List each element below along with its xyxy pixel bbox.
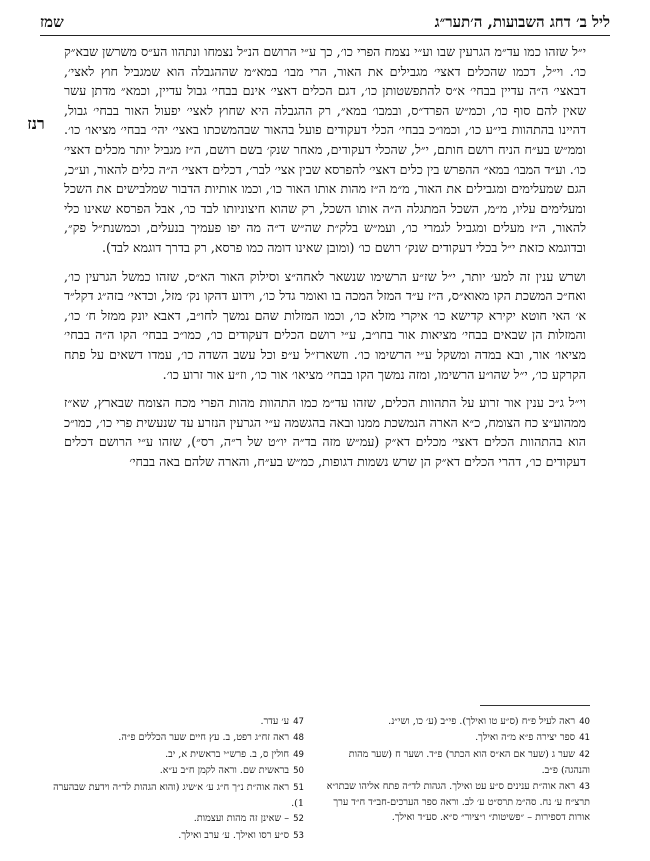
footnote-divider xyxy=(480,705,590,706)
page-number: שמז xyxy=(40,13,64,31)
footnotes-left-column xyxy=(40,714,304,844)
footnote xyxy=(326,730,590,746)
footnote xyxy=(40,763,304,779)
header-title: ליל ב׳ דחג השבועות, ה׳תער״ג xyxy=(434,13,610,31)
footnote-number: 48 xyxy=(293,733,304,744)
footnote-text: ע׳ עדר. xyxy=(260,716,290,727)
footnote-number: 40 xyxy=(579,717,590,727)
footnote-text: ראה אוה״ת ענינים ס״ע עט ואילך. הגהות לד״ה פתח אליהו שבתו״א תרצ״ח ע׳ נח. סה״מ תרס״ט ע׳ לב. וראה ספר הערכים-חב״ד ח״ד ערך אורות דספירות – ״פשיטות״ ו״ציור״ ס״א. סע״ד ואילך. xyxy=(326,780,590,824)
main-text xyxy=(64,42,586,480)
footnote xyxy=(326,779,590,826)
paragraph: ושרש ענין זה למע׳ יותר, י״ל שז״ע הרשימו שנשאר לאחה״צ וסילוק האור הא״ס, שזהו כמשל הגרעין כו׳, ואח״כ המשכת הקו מאוא״ס, ה״ז ע״ד המזל המכה בו ואומר גדל כו׳, וידוע דהקו נק׳ מזל, וכדאי׳ בזה״ג דקל״ד א׳ האי חוטא יקירא קדישא כו׳ איקרי מזלא כו׳, וכמו המזלות שהם נמשך לחו״ב, דאבא יונק ממזל ח׳ כו׳, והמזלות הן שבאים בבחי׳ מציאות אור בחו״ב, ע״י רושם הכלים דעקודים כו׳, כמו״כ בבחי׳ הקו ה״ה בבחי׳ מציאו׳ אור, ובא במדה ומשקל ע״י הרשימו כו׳. וזשארז״ל ע״פ וכל עשב השדה כו׳, עמדו דשאים על פתח הקרקע כו׳, י״ל שהו״ע הרשימו, ומזה נמשך הקו בבחי׳ מציאו׳ אור כו׳, וז״ע אור זרוע כו׳. xyxy=(64,268,586,382)
footnote-number: 42 xyxy=(579,749,590,760)
footnote xyxy=(40,828,304,844)
footnote-number: 52 xyxy=(293,814,304,825)
footnote xyxy=(40,730,304,746)
footnote-text: חולין ס, ב. פרש״י בראשית א, יב. xyxy=(165,748,290,760)
footnote xyxy=(40,780,304,812)
paragraph: וי״ל ג״כ ענין אור זרוע על התהוות הכלים, שזהו עד״מ כמו התהוות מהות הפרי מכח הצומח שבארץ, שא״ז ממהוע״צ כח הצומח, כ״א הארה הנמשכת ממנו ובאה בהגשמה ע״י הגרעין הנזרע עד שנעשית פרי כו׳, כמו״כ הוא בהתהוות הכלים דאצי׳ מכלים דא״ק (עמ״ש מזה בד״ה יו״ט של ר״ה, רס״), שזהו ע״י הרושם דכלים דעקודים כו׳, דהרי הכלים דא״ק הן שרש נשמות דגופות, כמ״ש בע״ח, והארה שלהם באה בבחי׳ xyxy=(64,395,586,469)
footnote-text: ראה לעיל פ״ח (ס״ע טו ואילך). פי״ב (ע׳ כו, ושי״נ. xyxy=(388,716,576,727)
footnote xyxy=(326,747,590,779)
footnote-text: בראשית שם. וראה לקמן ח״ב ע״א. xyxy=(159,765,290,777)
footnote-text: ראה אוה״ת נ״ך ח״ג ע׳ א׳שיג (והוא הגהות לד״ה וידעת שבהערה 1). xyxy=(53,781,304,810)
footnote xyxy=(40,714,304,730)
footnote-text: – שאינן זה מהות ועצמות. xyxy=(193,813,290,825)
paragraph: י״ל שזהו כמו עד״מ הגרעין שבו וע״י נצמח הפרי כו׳, כך ע״י הרושם הנ״ל נצמחו ונתהוו הע״ס משרשן שבא״ק כו׳. וי״ל, דכמו שהכלים דאצי׳ מגבילים את האור, הרי מבו׳ במא״מ שההגבלה הוא שמגביל חוץ לאצי׳, דבאצי׳ ה״ה עדיין בבחי׳ א״ס להתפשטותן כו׳, דגם הכלים דאצי׳ אינם בבחי׳ גבול עדיין, וכמא״ מדתן עשר שאין להם סוף כו׳, וכמ״ש הפרד״ס, ובמבו׳ במא״, רק ההגבלה היא שחוץ לאצי׳ יפעול האור בבחי׳ גבול, דהיינו בהתהוות בי״ע כו׳, וכמו״כ בבחי׳ הכלי דעקודים פועל בהאור שבהמשכתו באצי׳ יהי׳ בבחי׳ מציאו׳ כו׳. וממ״ש בע״ח הניח רושם חותם, י״ל, שהכלי דעקודים, מאחר שנק׳ בשם רושם, ה״ז מגביל יותר מכלים דאצי׳ כו׳. וע״ד המבו׳ במא״ ההפרש בין כלים דאצי׳ להפרסא שבין אצי׳ לבר׳, דכלים דאצי׳ ה״ה כלים להאור, וע״כ, הגם שמעלימים ומגבילים את האור, מ״מ ה״ז מהות אותו האור כו׳, וכמו אותיות הדבור שמלבישים את השכל ומעלימים עליו, מ״מ, השכל המתגלה ה״ה אותו השכל, רק שהוא חיצוניותו לבד כו׳, אבל הפרסא שאינו כלי להאור, ה״ז מעלים ומגביל לגמרי כו׳, ועמ״ש בלק״ת שה״ש ד״ה מה יפו פעמיך בנעלים, וכמשנת״ל פק״, ובדוגמא כזאת י״ל בכלי דעקודים שנק׳ רושם כו׳ (ומובן שאינו דומה כמו פרסא, רק בדרך דוגמא לבד). xyxy=(64,44,586,255)
footnote-text: שער ג (שער אם הא״ס הוא הכתר) פ״ד. ושער ח (שער מהות והנהגה) פ״ב. xyxy=(348,748,590,777)
footnote-number: 51 xyxy=(293,782,304,793)
footnote-number: 43 xyxy=(579,781,590,792)
footnote-number: 49 xyxy=(293,749,304,760)
footnote-number: 53 xyxy=(293,830,304,841)
footnote-text: ספר יצירה פ״א מ״ה ואילך. xyxy=(475,732,576,744)
footnote-text: ראה זח״ג רפט, ב. עץ חיים שער הכללים פ״ה. xyxy=(118,732,290,744)
running-header xyxy=(40,4,610,36)
footnote xyxy=(326,714,590,730)
footnote-number: 50 xyxy=(293,766,304,777)
footnote xyxy=(40,747,304,763)
footnote-number: 47 xyxy=(293,717,304,727)
side-number: רנז xyxy=(27,114,45,133)
footnote-text: ס״ע רסו ואילך. ע׳ ערב ואילך. xyxy=(178,829,290,841)
footnotes-right-column xyxy=(326,714,590,844)
footnotes xyxy=(40,714,590,844)
footnote xyxy=(40,811,304,827)
footnote-number: 41 xyxy=(579,733,590,744)
